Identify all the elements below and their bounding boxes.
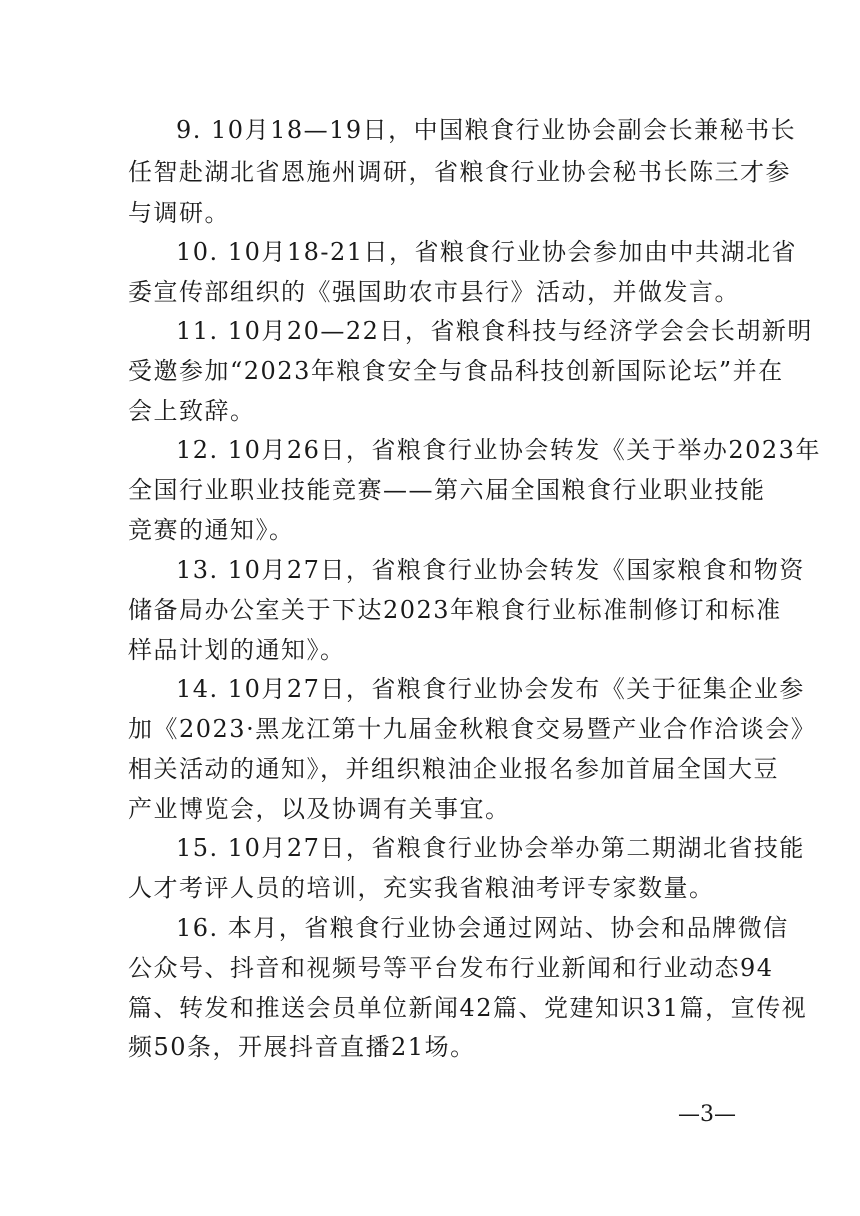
paragraph-line: 频50条，开展抖音直播21场。 <box>128 1033 476 1061</box>
paragraph-line: 样品计划的通知》。 <box>128 636 346 664</box>
paragraph-line: 13. 10月27日，省粮食行业协会转发《国家粮食和物资 <box>176 556 805 584</box>
paragraph-line: 委宣传部组织的《强国助农市县行》活动，并做发言。 <box>128 278 740 306</box>
page-number: —3— <box>678 1102 736 1127</box>
paragraph-line: 15. 10月27日，省粮食行业协会举办第二期湖北省技能 <box>176 834 805 862</box>
paragraph-line: 竞赛的通知》。 <box>128 516 295 544</box>
paragraph-line: 12. 10月26日，省粮食行业协会转发《关于举办2023年 <box>176 436 821 464</box>
paragraph-line: 16. 本月，省粮食行业协会通过网站、协会和品牌微信 <box>176 914 789 942</box>
paragraph-line: 9. 10月18—19日，中国粮食行业协会副会长兼秘书长 <box>176 116 797 144</box>
paragraph-line: 人才考评人员的培训，充实我省粮油考评专家数量。 <box>128 874 715 902</box>
paragraph-line: 14. 10月27日，省粮食行业协会发布《关于征集企业参 <box>176 675 805 703</box>
paragraph-line: 储备局办公室关于下达2023年粮食行业标准制修订和标准 <box>128 596 782 624</box>
paragraph-line: 任智赴湖北省恩施州调研，省粮食行业协会秘书长陈三才参 <box>128 158 791 186</box>
paragraph-line: 产业博览会，以及协调有关事宜。 <box>128 795 511 823</box>
paragraph-line: 10. 10月18-21日，省粮食行业协会参加由中共湖北省 <box>176 238 798 266</box>
paragraph-line: 相关活动的通知》，并组织粮油企业报名参加首届全国大豆 <box>128 755 779 783</box>
paragraph-line: 11. 10月20—22日，省粮食科技与经济学会会长胡新明 <box>176 317 813 345</box>
paragraph-line: 会上致辞。 <box>128 397 256 425</box>
paragraph-line: 受邀参加“2023年粮食安全与食品科技创新国际论坛”并在 <box>128 357 784 385</box>
paragraph-line: 加《2023·黑龙江第十九届金秋粮食交易暨产业合作洽谈会》 <box>128 715 817 743</box>
paragraph-line: 全国行业职业技能竞赛——第六届全国粮食行业职业技能 <box>128 476 766 504</box>
paragraph-line: 与调研。 <box>128 199 230 227</box>
paragraph-line: 公众号、抖音和视频号等平台发布行业新闻和行业动态94 <box>128 954 774 982</box>
paragraph-line: 篇、转发和推送会员单位新闻42篇、党建知识31篇，宣传视 <box>128 994 808 1022</box>
